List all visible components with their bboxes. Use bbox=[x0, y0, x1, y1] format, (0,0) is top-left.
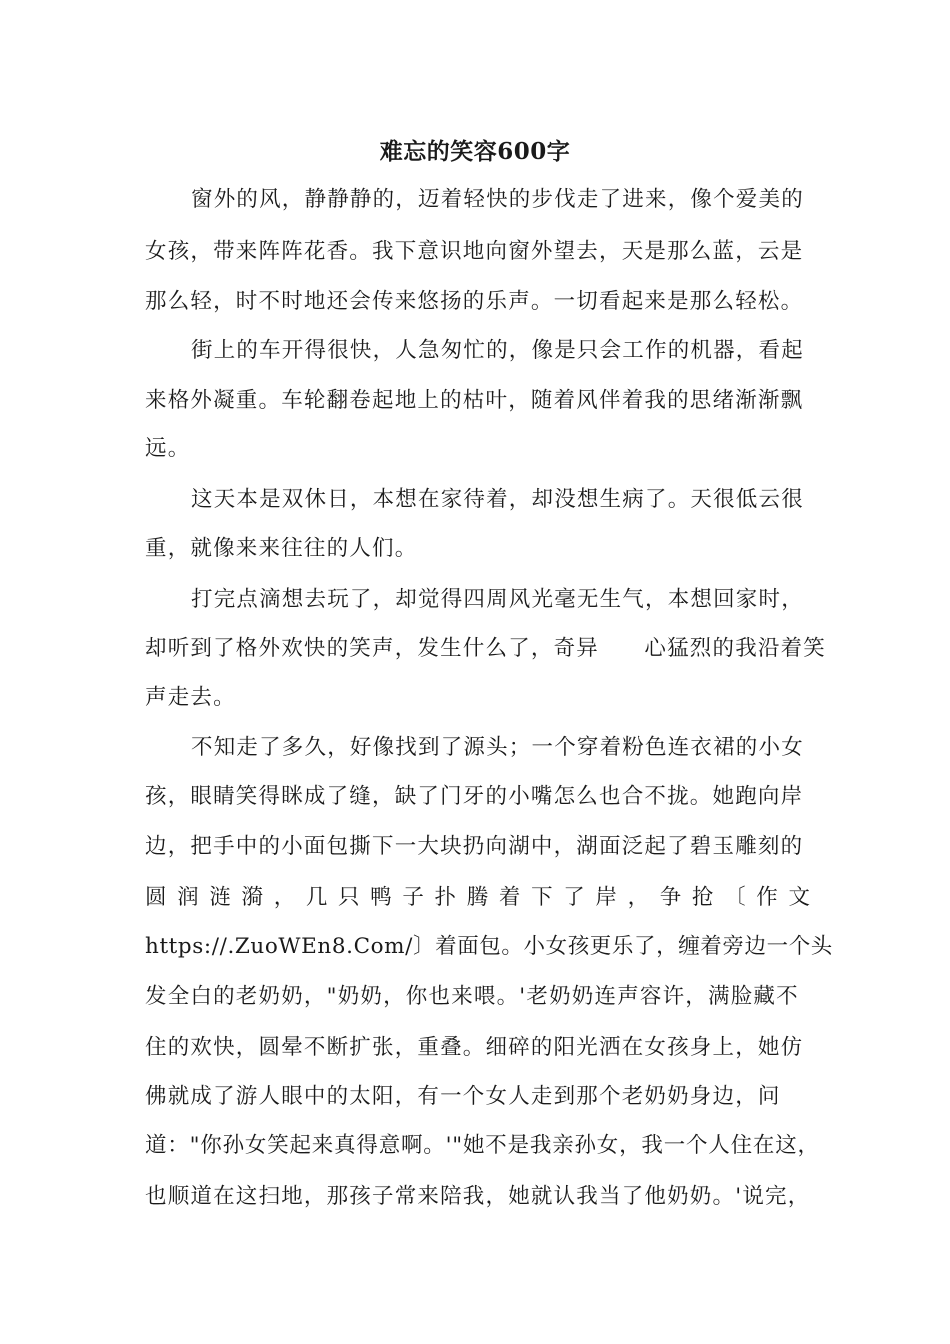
paragraph-line: 这天本是双休日，本想在家待着，却没想生病了。天很低云很 bbox=[191, 487, 804, 512]
spread-char: 了 bbox=[563, 885, 585, 910]
paragraph-line: 打完点滴想去玩了，却觉得四周风光毫无生气，本想回家时， bbox=[191, 587, 804, 612]
paragraph-line: 重，就像来来往往的人们。 bbox=[145, 536, 418, 561]
paragraph-line: https://.ZuoWEn8.Com/〕着面包。小女孩更乐了，缠着旁边一个头 bbox=[145, 934, 833, 959]
spread-char: 几 bbox=[305, 885, 328, 910]
spread-char: 〔 bbox=[724, 885, 746, 910]
spread-char: 作 bbox=[756, 885, 778, 910]
spread-char: 文 bbox=[788, 885, 810, 910]
paragraph-line: 声走去。 bbox=[145, 685, 236, 710]
paragraph-line: 不知走了多久，好像找到了源头；一个穿着粉色连衣裙的小女 bbox=[191, 735, 804, 760]
paragraph-line: 远。 bbox=[145, 436, 191, 461]
paragraph-line: 来格外凝重。车轮翻卷起地上的枯叶，随着风伴着我的思绪渐渐飘 bbox=[145, 388, 804, 413]
paragraph-line: 边，把手中的小面包撕下一大块扔向湖中，湖面泛起了碧玉雕刻的 bbox=[145, 834, 804, 859]
spread-char: 争 bbox=[659, 885, 682, 910]
spread-char: 扑 bbox=[434, 885, 457, 910]
spread-char: 漪 bbox=[241, 885, 264, 910]
justified-line bbox=[145, 872, 810, 924]
paragraph-line: 佛就成了游人眼中的太阳，有一个女人走到那个老奶奶身边，问 bbox=[145, 1084, 781, 1109]
spread-char: 岸 bbox=[595, 885, 617, 910]
spread-char: 抢 bbox=[691, 885, 714, 910]
paragraph-line: 却听到了格外欢快的笑声，发生什么了，奇异 心猛烈的我沿着笑 bbox=[145, 636, 827, 661]
spread-char: 鸭 bbox=[370, 885, 392, 910]
spread-char: 着 bbox=[498, 885, 521, 910]
spread-char: 只 bbox=[338, 885, 360, 910]
spread-char: 圆 bbox=[145, 885, 167, 910]
paragraph-line: 住的欢快，圆晕不断扩张，重叠。细碎的阳光洒在女孩身上，她仿 bbox=[145, 1035, 804, 1060]
paragraph-line: 也顺道在这扫地，那孩子常来陪我，她就认我当了他奶奶。'说完， bbox=[145, 1184, 811, 1209]
spread-char: 润 bbox=[177, 885, 199, 910]
spread-char: ， bbox=[627, 885, 650, 910]
paragraph-line: 窗外的风，静静静的，迈着轻快的步伐走了进来，像个爱美的 bbox=[191, 187, 804, 212]
paragraph-line: 孩，眼睛笑得眯成了缝，缺了门牙的小嘴怎么也合不拢。她跑向岸 bbox=[145, 784, 804, 809]
document-title: 难忘的笑容600字 bbox=[379, 138, 571, 165]
paragraph-line: 女孩，带来阵阵花香。我下意识地向窗外望去，天是那么蓝，云是 bbox=[145, 239, 804, 264]
paragraph-line: 街上的车开得很快，人急匆忙的，像是只会工作的机器，看起 bbox=[191, 338, 804, 363]
spread-char: 涟 bbox=[209, 885, 231, 910]
paragraph-line: 道："你孙女笑起来真得意啊。'"她不是我亲孙女，我一个人住在这， bbox=[145, 1133, 820, 1158]
spread-char: 子 bbox=[402, 885, 424, 910]
spread-char: 下 bbox=[531, 885, 553, 910]
spread-char: ， bbox=[273, 885, 296, 910]
paragraph-line: 那么轻，时不时地还会传来悠扬的乐声。一切看起来是那么轻松。 bbox=[145, 289, 804, 314]
paragraph-line: 发全白的老奶奶，"奶奶，你也来喂。'老奶奶连声容许，满脸藏不 bbox=[145, 984, 799, 1009]
spread-char: 腾 bbox=[466, 885, 489, 910]
